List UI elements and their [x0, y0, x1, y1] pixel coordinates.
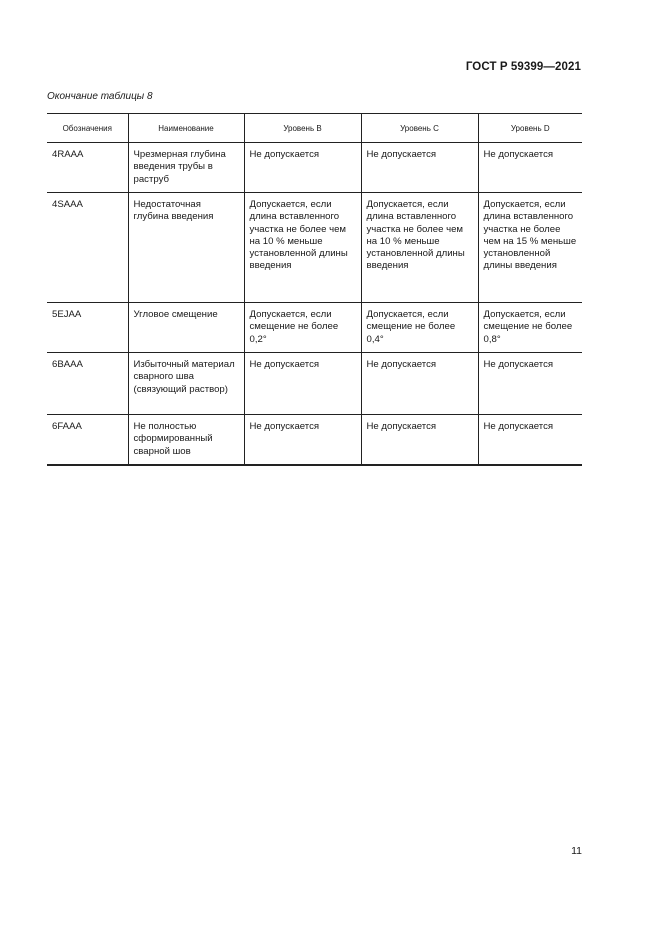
page-number: 11	[571, 845, 582, 857]
cell-level-d: Не допускается	[478, 143, 582, 193]
table-row	[47, 415, 582, 465]
document-standard-number: ГОСТ Р 59399—2021	[465, 61, 581, 73]
column-header-name: Наименование	[128, 114, 244, 143]
cell-level-b: Допускается, если длина вставленного участка не более чем на 10 % меньше установленной длины введения	[244, 193, 361, 303]
cell-level-c: Не допускается	[361, 143, 478, 193]
cell-level-c: Не допускается	[361, 353, 478, 415]
cell-name: Избыточный материал сварного шва (связующий раствор)	[128, 353, 244, 415]
column-header-level-d: Уровень D	[478, 114, 582, 143]
cell-level-c: Не допускается	[361, 415, 478, 465]
table-row	[47, 303, 582, 353]
cell-level-d: Допускается, если длина вставленного участка не более чем на 15 % меньше установленной длины введения	[478, 193, 582, 303]
cell-level-d: Не допускается	[478, 353, 582, 415]
cell-level-b: Допускается, если смещение не более 0,2°	[244, 303, 361, 353]
cell-level-b: Не допускается	[244, 353, 361, 415]
cell-name: Чрезмерная глубина введения трубы в раструб	[128, 143, 244, 193]
cell-designation: 4SAAA	[47, 193, 128, 303]
table-row	[47, 193, 582, 303]
cell-name: Недостаточная глубина введения	[128, 193, 244, 303]
table-row	[47, 143, 582, 193]
requirements-table	[47, 113, 582, 466]
cell-designation: 6FAAA	[47, 415, 128, 465]
cell-level-c: Допускается, если длина вставленного участка не более чем на 10 % меньше установленной длины введения	[361, 193, 478, 303]
cell-designation: 6BAAA	[47, 353, 128, 415]
table-caption: Окончание таблицы 8	[47, 91, 153, 102]
column-header-level-c: Уровень C	[361, 114, 478, 143]
cell-name: Угловое смещение	[128, 303, 244, 353]
column-header-designation: Обозначения	[47, 114, 128, 143]
cell-designation: 5EJAA	[47, 303, 128, 353]
cell-level-b: Не допускается	[244, 143, 361, 193]
table-row	[47, 353, 582, 415]
table-header-row	[47, 114, 582, 143]
cell-level-b: Не допускается	[244, 415, 361, 465]
cell-level-d: Допускается, если смещение не более 0,8°	[478, 303, 582, 353]
cell-level-d: Не допускается	[478, 415, 582, 465]
cell-level-c: Допускается, если смещение не более 0,4°	[361, 303, 478, 353]
cell-name: Не полностью сформированный сварной шов	[128, 415, 244, 465]
column-header-level-b: Уровень B	[244, 114, 361, 143]
cell-designation: 4RAAA	[47, 143, 128, 193]
